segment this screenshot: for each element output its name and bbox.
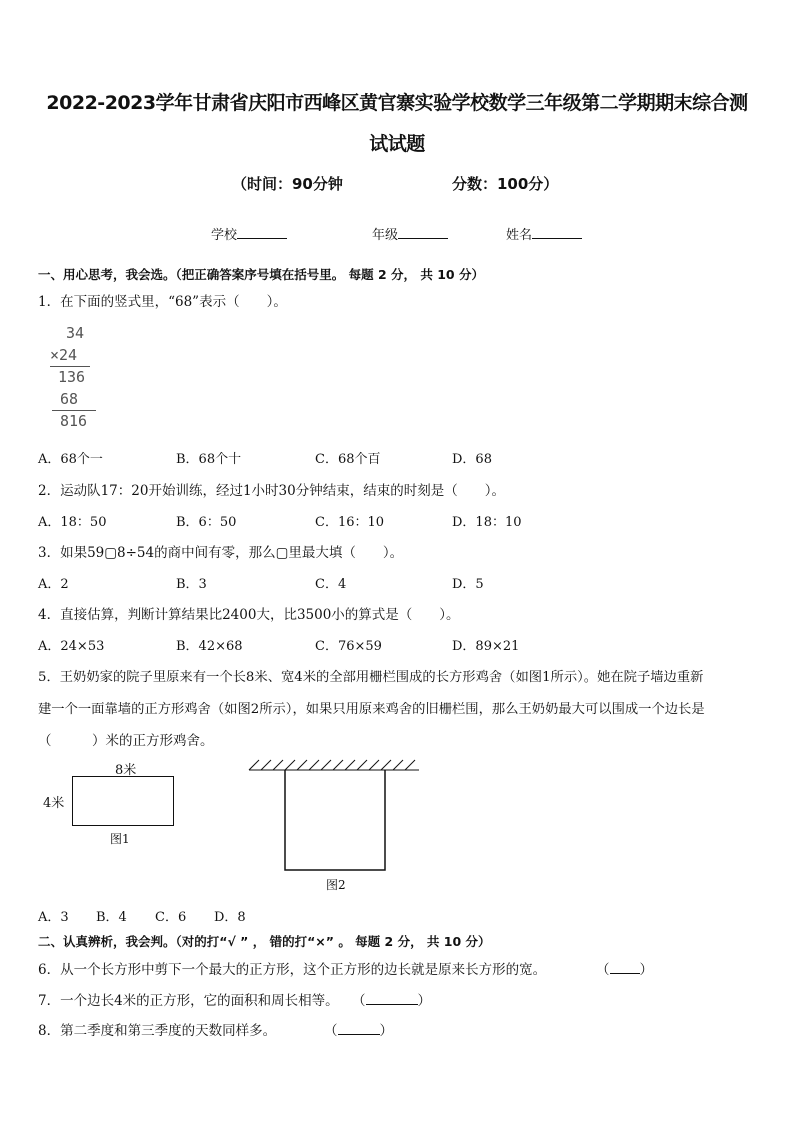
q8-blank-line xyxy=(338,1022,380,1035)
page-title-line1: 2022-2023学年甘肃省庆阳市西峰区黄官寨实验学校数学三年级第二学期期末综合测 xyxy=(46,92,748,114)
q2-option-b: B．6：50 xyxy=(176,515,237,530)
fig1-length-label: 8米 xyxy=(115,763,137,778)
section2-heading: 二、认真辨析，我会判。（对的打“√ ” ， 错的打“×” 。 每题 2 分， 共 10 分） xyxy=(38,934,491,949)
q1-option-d: D．68 xyxy=(452,452,492,467)
q2-option-c: C．16：10 xyxy=(315,515,385,530)
exam-score: 分数：100分） xyxy=(452,175,559,193)
q7-paren-open: （ xyxy=(352,993,366,1009)
q5-option-c: C．6 xyxy=(155,910,187,925)
wall-hatching xyxy=(249,760,419,770)
q8-paren-close: ） xyxy=(379,1023,393,1039)
page-title-line2: 试试题 xyxy=(369,133,425,155)
exam-time: （时间：90分钟 xyxy=(232,175,343,193)
q1-option-c: C．68个百 xyxy=(315,452,381,467)
fig1-rectangle xyxy=(72,776,174,826)
q6-paren-open: （ xyxy=(596,962,610,978)
vertical-line3: 136 xyxy=(58,368,86,386)
grade-field xyxy=(372,224,448,243)
vertical-line5: 816 xyxy=(60,412,88,430)
q7-answer-blank xyxy=(352,989,431,1009)
q1-option-b: B．68个十 xyxy=(176,452,242,467)
q2-option-d: D．18：10 xyxy=(452,515,522,530)
fig1-width-label: 4米 xyxy=(43,796,65,811)
q3-option-a: A．2 xyxy=(38,577,69,592)
vertical-line4: 68 xyxy=(52,389,96,412)
q4-option-c: C．76×59 xyxy=(315,639,382,654)
name-blank xyxy=(532,226,582,239)
q5-option-d: D．8 xyxy=(214,910,246,925)
section1-heading: 一、用心思考，我会选。（把正确答案序号填在括号里。 每题 2 分， 共 10 分） xyxy=(38,267,484,282)
question-6: 6．从一个长方形中剪下一个最大的正方形，这个正方形的边长就是原来长方形的宽。 xyxy=(38,962,547,978)
school-blank xyxy=(237,226,287,239)
question-5-line1: 5．王奶奶家的院子里原来有一个长8米、宽4米的全部用栅栏围成的长方形鸡舍（如图1所示）。她在院子墙边重新 xyxy=(38,670,704,685)
q3-option-c: C．4 xyxy=(315,577,347,592)
fence-square xyxy=(285,770,385,870)
school-field xyxy=(211,224,287,243)
q3-option-d: D．5 xyxy=(452,577,484,592)
q8-answer-blank xyxy=(324,1019,393,1039)
q1-option-a: A．68个一 xyxy=(38,452,103,467)
name-label: 姓名 xyxy=(506,228,533,243)
q4-option-d: D．89×21 xyxy=(452,639,520,654)
question-5-line2: 建一个一面靠墙的正方形鸡舍（如图2所示），如果只用原来鸡舍的旧栅栏围，那么王奶奶最大可以围成一个边长是 xyxy=(38,702,705,717)
question-7: 7．一个边长4米的正方形，它的面积和周长相等。 xyxy=(38,993,339,1009)
q4-option-a: A．24×53 xyxy=(38,639,105,654)
q6-answer-blank xyxy=(596,958,653,978)
vertical-line1: 34 xyxy=(66,324,85,342)
question-3: 3．如果59▢8÷54的商中间有零，那么▢里最大填（ ）。 xyxy=(38,545,404,561)
q5-option-a: A．3 xyxy=(38,910,69,925)
q4-option-b: B．42×68 xyxy=(176,639,243,654)
school-label: 学校 xyxy=(211,228,238,243)
vertical-multiplication xyxy=(52,323,96,433)
fig2-caption: 图2 xyxy=(326,878,346,892)
q7-blank-line xyxy=(366,992,418,1005)
q6-blank-line xyxy=(610,961,640,974)
grade-blank xyxy=(398,226,448,239)
grade-label: 年级 xyxy=(372,228,399,243)
q3-option-b: B．3 xyxy=(176,577,207,592)
fig1-caption: 图1 xyxy=(110,832,130,846)
question-1: 1．在下面的竖式里，“68”表示（ ）。 xyxy=(38,294,287,310)
q8-paren-open: （ xyxy=(324,1023,338,1039)
question-5-line3: （ ）米的正方形鸡舍。 xyxy=(38,733,214,749)
question-8: 8．第二季度和第三季度的天数同样多。 xyxy=(38,1023,277,1039)
q5-option-b: B．4 xyxy=(96,910,127,925)
question-2: 2．运动队17：20开始训练，经过1小时30分钟结束，结束的时刻是（ ）。 xyxy=(38,483,505,499)
q7-paren-close: ） xyxy=(417,993,431,1009)
q6-paren-close: ） xyxy=(639,962,653,978)
name-field xyxy=(506,224,582,243)
q2-option-a: A．18：50 xyxy=(38,515,107,530)
fig2-square-against-wall xyxy=(245,756,425,876)
question-4: 4．直接估算，判断计算结果比2400大，比3500小的算式是（ ）。 xyxy=(38,607,460,623)
vertical-line2: ×24 xyxy=(50,345,90,368)
